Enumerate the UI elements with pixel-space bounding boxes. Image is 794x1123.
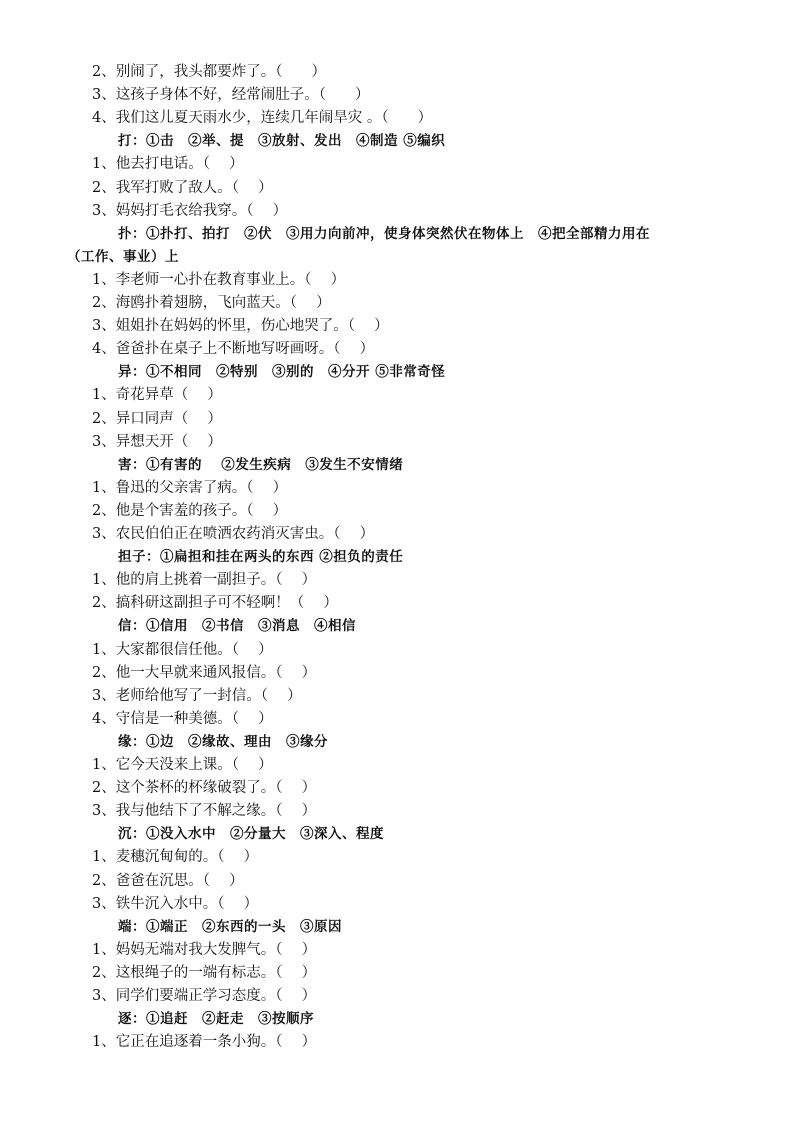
exercise-item: 2、异口同声（ ） — [92, 410, 222, 427]
exercise-item: 3、妈妈打毛衣给我穿。（ ） — [92, 202, 288, 219]
definition-heading: 扑：①扑打、拍打 ②伏 ③用力向前冲，使身体突然伏在物体上 ④把全部精力用在 — [118, 225, 650, 242]
exercise-item: 3、这孩子身体不好，经常闹肚子。（ ） — [92, 87, 370, 104]
definition-continuation: （工作、事业）上 — [67, 248, 179, 265]
exercise-item: 2、海鸥扑着翅膀，飞向蓝天。（ ） — [92, 295, 331, 311]
exercise-item: 4、爸爸扑在桌子上不断地写呀画呀。（ ） — [92, 341, 375, 358]
exercise-item: 3、铁牛沉入水中。（ ） — [92, 895, 259, 912]
definition-heading: 端：①端正 ②东西的一头 ③原因 — [118, 918, 342, 935]
exercise-item: 1、他的肩上挑着一副担子。（ ） — [92, 572, 317, 589]
definition-heading: 缘：①边 ②缘故、理由 ③缘分 — [118, 733, 328, 750]
definition-heading: 打：①击 ②举、提 ③放射、发出 ④制造 ⑤编织 — [118, 133, 446, 150]
exercise-item: 2、这个茶杯的杯缘破裂了。（ ） — [92, 780, 317, 797]
exercise-item: 3、姐姐扑在妈妈的怀里，伤心地哭了。（ ） — [92, 318, 389, 335]
exercise-item: 3、异想天开（ ） — [92, 433, 222, 450]
definition-heading: 异：①不相同 ②特别 ③别的 ④分开 ⑤非常奇怪 — [118, 364, 446, 381]
definition-heading: 害：①有害的 ②发生疾病 ③发生不安情绪 — [118, 456, 404, 473]
exercise-item: 2、搞科研这副担子可不轻啊！（ ） — [92, 595, 338, 612]
exercise-item: 3、老师给他写了一封信。（ ） — [92, 687, 302, 704]
exercise-item: 1、李老师一心扑在教育事业上。（ ） — [92, 271, 346, 288]
exercise-item: 3、我与他结下了不解之缘。（ ） — [92, 803, 317, 820]
exercise-item: 1、麦穗沉甸甸的。（ ） — [92, 849, 259, 866]
definition-heading: 逐：①追赶 ②赶走 ③按顺序 — [118, 1011, 314, 1028]
exercise-item: 1、他去打电话。（ ） — [92, 156, 244, 173]
exercise-item: 2、这根绳子的一端有标志。（ ） — [92, 964, 317, 981]
definition-heading: 信：①信用 ②书信 ③消息 ④相信 — [118, 618, 356, 635]
definition-heading: 担子：①扁担和挂在两头的东西 ②担负的责任 — [118, 549, 404, 566]
exercise-item: 1、鲁迅的父亲害了病。（ ） — [92, 479, 288, 496]
exercise-item: 4、我们这儿夏天雨水少，连续几年闹旱灾 。（ ） — [92, 110, 433, 127]
exercise-item: 2、别闹了，我头都要炸了。（ ） — [92, 64, 326, 80]
exercise-item: 3、农民伯伯正在喷洒农药消灭害虫。（ ） — [92, 526, 375, 542]
exercise-item: 2、他一大早就来通风报信。（ ） — [92, 664, 317, 681]
exercise-item: 1、它正在追逐着一条小狗。（ ） — [92, 1034, 317, 1051]
exercise-item: 4、守信是一种美德。（ ） — [92, 710, 273, 727]
exercise-item: 1、它今天没来上课。（ ） — [92, 757, 273, 773]
exercise-item: 1、妈妈无端对我大发脾气。（ ） — [92, 941, 317, 958]
exercise-item: 2、爸爸在沉思。（ ） — [92, 872, 244, 889]
definition-heading: 沉：①没入水中 ②分量大 ③深入、程度 — [118, 826, 384, 843]
exercise-item: 1、大家都很信任他。（ ） — [92, 641, 273, 658]
exercise-item: 2、我军打败了敌人。（ ） — [92, 179, 273, 196]
exercise-item: 1、奇花异草（ ） — [92, 387, 222, 404]
exercise-item: 2、他是个害羞的孩子。（ ） — [92, 502, 288, 519]
exercise-item: 3、同学们要端正学习态度。（ ） — [92, 988, 317, 1004]
